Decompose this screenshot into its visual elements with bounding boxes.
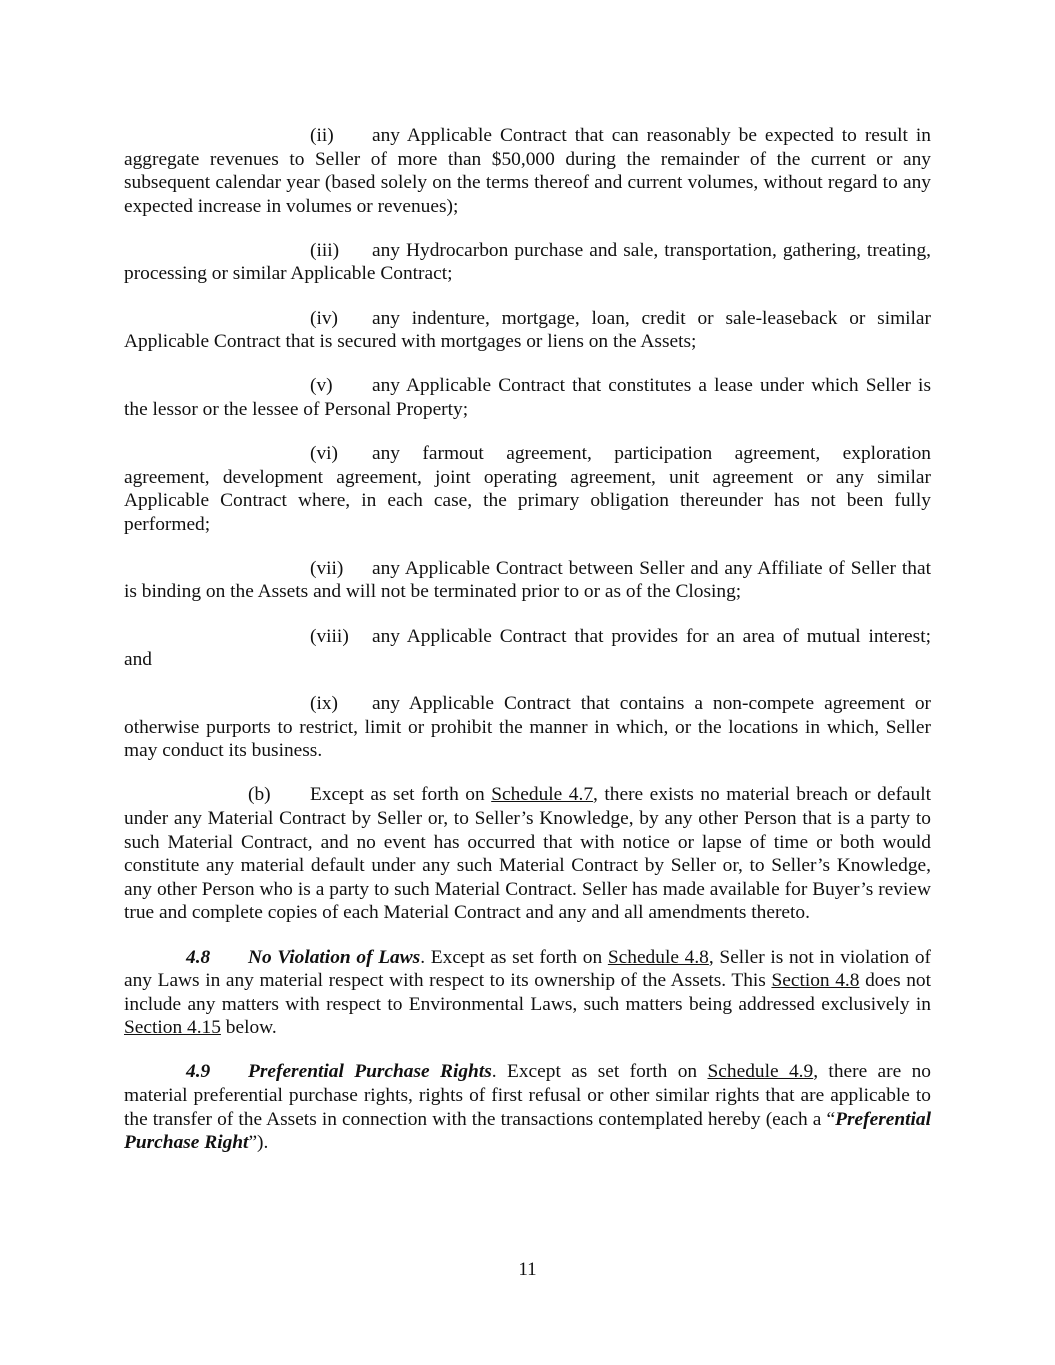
item-text: any Applicable Contract that constitutes a lease under which Seller is the lessor or the lessee of Personal Property; [124,375,931,420]
subsection-number: (b) [248,784,271,806]
section-text: , there are no material preferential purchase rights, rights of first refusal or other similar rights that are applicable to the transfer of the Assets in connection with the transactions contemplated hereby (each a “ [124,1061,931,1130]
section-text: ”). [248,1132,269,1154]
list-item-v [124,374,931,421]
item-number: (v) [310,375,333,397]
item-text: any Applicable Contract that provides for an area of mutual interest; and [124,625,931,671]
list-item-viii [124,625,931,672]
section-4-15-ref: Section 4.15 [124,1017,221,1039]
section-text: . Except as set forth on [491,1061,708,1083]
section-text: . Except as set forth on [420,946,608,968]
item-text: any Applicable Contract that can reasonably be expected to result in aggregate revenues to Seller of more than $50,000 during the remainder of the current or any subsequent calendar year (based solely on the terms thereof and current volumes, without regard to any expected increase in volumes or revenues); [124,125,931,217]
schedule-4-7-link: Schedule 4.7 [491,784,594,806]
page-number: 11 [518,1259,537,1280]
section-text: , Seller is not in violation of any Laws in any material respect with respect to its ownership of the Assets. This [124,946,931,992]
schedule-4-8-link: Schedule 4.8 [607,946,709,968]
section-4-9 [124,1060,931,1154]
subsection-text: Except as set forth on [310,784,492,806]
item-text: any farmout agreement, participation agreement, exploration agreement, development agreement, joint operating agreement, unit agreement or any similar Applicable Contract where, in each case, the primary obligation thereunder has not been fully performed; [124,442,931,535]
item-text: any indenture, mortgage, loan, credit or sale-leaseback or similar Applicable Contract that is secured with mortgages or liens on the Assets; [124,307,931,353]
list-item-iv [124,307,931,354]
item-text: any Applicable Contract between Seller and any Affiliate of Seller that is binding on the Assets and will not be terminated prior to or as of the Closing; [124,557,931,603]
section-number: 4.9 [186,1061,211,1083]
defined-term: Preferential Purchase Right [124,1108,931,1154]
section-4-8 [124,946,931,1040]
list-item-vii [124,557,931,604]
section-text: below. [220,1017,277,1039]
item-number: (vi) [310,442,338,464]
item-number: (viii) [310,625,349,647]
document-body [124,124,931,1175]
item-text: any Applicable Contract that contains a non-compete agreement or otherwise purports to restrict, limit or prohibit the manner in which, or the locations in which, Seller may conduct its business. [124,693,931,762]
section-title: Preferential Purchase Rights [248,1061,492,1083]
item-number: (iii) [310,239,340,261]
list-item-ii [124,124,931,218]
list-item-iii [124,239,931,286]
item-number: (ii) [310,125,334,146]
section-text: does not include any matters with respect to Environmental Laws, such matters being addressed exclusively in [124,970,931,1015]
section-number: 4.8 [186,946,211,968]
item-number: (ix) [310,693,338,715]
item-text: any Hydrocarbon purchase and sale, transportation, gathering, treating, processing or similar Applicable Contract; [124,239,931,285]
item-number: (vii) [310,557,344,579]
section-4-8-ref: Section 4.8 [771,970,860,992]
schedule-4-9-link: Schedule 4.9 [707,1061,814,1083]
item-number: (iv) [310,307,338,329]
list-item-vi [124,442,931,536]
list-item-ix [124,692,931,763]
subsection-text-cont: , there exists no material breach or default under any Material Contract by Seller or, to Seller’s Knowledge, by any other Person that is a party to such Material Contract, and no event has occurred that with notice or lapse of time or both would constitute any material default under any such Material Contract by Seller or, to Seller’s Knowledge, any other Person who is a party to such Material Contract. Seller has made available for Buyer’s review true and complete copies of each Material Contract and any and all amendments thereto. [124,784,931,924]
subsection-b [124,783,931,925]
section-title: No Violation of Laws [248,946,421,968]
